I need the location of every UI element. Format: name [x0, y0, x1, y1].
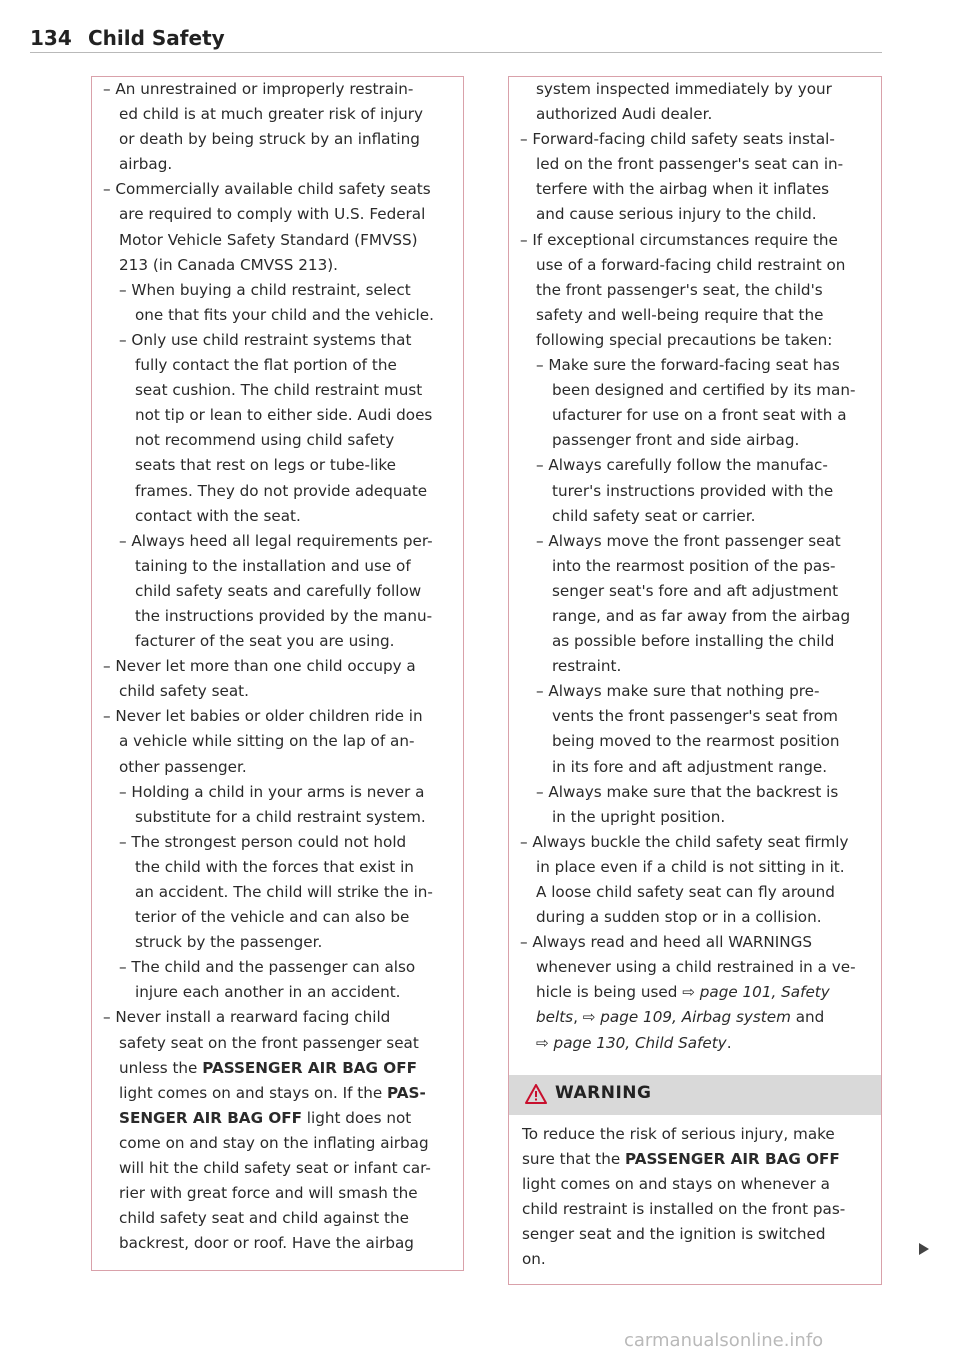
text-line: struck by the passenger. — [135, 933, 323, 952]
text-line: substitute for a child restraint system. — [135, 807, 426, 826]
text-line: a vehicle while sitting on the lap of an- — [119, 732, 415, 751]
text-line: senger seat's fore and aft adjustment — [552, 581, 839, 600]
text-run: hicle is being used — [536, 983, 683, 1002]
text-line: not tip or lean to either side. Audi does — [135, 406, 433, 425]
text-line: – Only use child restraint systems that — [119, 330, 412, 349]
text-run: unless the — [119, 1058, 203, 1077]
text-line — [520, 1005, 872, 1030]
text-line: the instructions provided by the manu- — [135, 606, 433, 625]
text-line: one that fits your child and the vehicle. — [135, 305, 434, 324]
text-line: – When buying a child restraint, select — [119, 280, 411, 299]
text-run: senger seat and the ignition is switched — [522, 1225, 826, 1244]
chapter-title: Child Safety — [88, 26, 225, 50]
text-line: – Holding a child in your arms is never a — [119, 782, 425, 801]
text-line: – If exceptional circumstances require the — [520, 230, 838, 249]
text-line: not recommend using child safety — [135, 431, 395, 450]
text-line: been designed and certified by its man- — [552, 381, 856, 400]
text-line: 213 (in Canada CMVSS 213). — [119, 255, 338, 274]
text-line: terior of the vehicle and can also be — [135, 908, 410, 927]
text-line: into the rearmost position of the pas- — [552, 556, 836, 575]
text-line: the child with the forces that exist in — [135, 857, 414, 876]
page-header — [30, 26, 882, 53]
text-line — [522, 1222, 874, 1247]
text-line: vents the front passenger's seat from — [552, 707, 838, 726]
text-run: SENGER AIR BAG OFF — [119, 1108, 302, 1127]
text-line: an accident. The child will strike the in- — [135, 883, 433, 901]
warning-body — [522, 1122, 874, 1273]
text-line: – Never install a rearward facing child — [103, 1008, 391, 1027]
warning-triangle-icon — [525, 1084, 547, 1104]
text-run: , — [573, 1008, 583, 1027]
text-line: child safety seat. — [119, 682, 249, 701]
watermark: carmanualsonline.info — [624, 1330, 824, 1351]
warning-title: WARNING — [555, 1083, 652, 1103]
text-run: PAS- — [387, 1083, 426, 1102]
text-line: and cause serious injury to the child. — [536, 205, 817, 224]
text-line: turer's instructions provided with the — [552, 481, 834, 500]
text-line — [522, 1147, 874, 1172]
text-line: as possible before installing the child — [552, 632, 835, 651]
text-line — [103, 1081, 455, 1106]
text-line: use of a forward-facing child restraint on — [536, 255, 846, 274]
text-line: in its fore and aft adjustment range. — [552, 757, 828, 776]
text-run: sure that the — [522, 1150, 626, 1169]
text-line: – Always make sure that nothing pre- — [536, 682, 820, 701]
text-line: backrest, door or roof. Have the airbag — [119, 1234, 414, 1253]
text-line: will hit the child safety seat or infant car- — [119, 1159, 431, 1178]
text-line — [520, 980, 872, 1005]
text-line: whenever using a child restrained in a ve- — [536, 958, 856, 977]
text-run: and — [790, 1008, 825, 1027]
text-line — [103, 1106, 455, 1131]
text-line: Motor Vehicle Safety Standard (FMVSS) — [119, 230, 418, 249]
left-column-text — [103, 77, 455, 1256]
text-line: airbag. — [119, 155, 173, 174]
cross-reference-link[interactable]: ⇨ page 101, Safety — [682, 983, 830, 1002]
text-line — [522, 1122, 874, 1147]
text-line: restraint. — [552, 657, 622, 676]
text-line — [520, 1031, 872, 1056]
cross-reference-link[interactable]: belts — [536, 1008, 574, 1027]
text-line: come on and stay on the inflating airbag — [119, 1133, 429, 1152]
warning-header — [509, 1075, 881, 1115]
text-line — [103, 1056, 455, 1081]
text-run: child restraint is installed on the front pas- — [522, 1200, 846, 1219]
text-line: A loose child safety seat can fly around — [536, 883, 835, 901]
text-line: child safety seats and carefully follow — [135, 581, 422, 600]
text-line: – Make sure the forward-facing seat has — [536, 356, 840, 375]
text-line: the front passenger's seat, the child's — [536, 280, 823, 299]
text-run: PASSENGER AIR BAG OFF — [202, 1058, 417, 1077]
text-line: range, and as far away from the airbag — [552, 606, 851, 625]
text-line: authorized Audi dealer. — [536, 105, 713, 124]
text-line: frames. They do not provide adequate — [135, 481, 428, 500]
text-line: passenger front and side airbag. — [552, 431, 800, 450]
text-line: safety seat on the front passenger seat — [119, 1033, 419, 1052]
text-line: – Always move the front passenger seat — [536, 531, 841, 550]
text-run: light comes on and stays on. If the — [119, 1083, 388, 1102]
continue-arrow-icon — [919, 1243, 929, 1255]
text-line: – The child and the passenger can also — [119, 958, 416, 977]
text-line: or death by being struck by an inflating — [119, 130, 420, 149]
text-line: terfere with the airbag when it inflates — [536, 180, 830, 199]
text-line: are required to comply with U.S. Federal — [119, 205, 426, 224]
right-column-text — [520, 77, 872, 1056]
text-line: seats that rest on legs or tube-like — [135, 456, 397, 475]
text-run: . — [726, 1033, 732, 1052]
text-line: safety and well-being require that the — [536, 305, 824, 324]
text-line: taining to the installation and use of — [135, 556, 411, 575]
text-line: contact with the seat. — [135, 506, 301, 525]
text-line — [522, 1197, 874, 1222]
text-line: seat cushion. The child restraint must — [135, 381, 423, 400]
text-run: PASSENGER AIR BAG OFF — [625, 1150, 840, 1169]
text-line: ed child is at much greater risk of injury — [119, 105, 423, 124]
cross-reference-link[interactable]: ⇨ page 109, Airbag system — [582, 1008, 791, 1027]
text-line: – An unrestrained or improperly restrain- — [103, 80, 414, 98]
text-run: To reduce the risk of serious injury, make — [522, 1125, 835, 1143]
text-line: – Never let more than one child occupy a — [103, 657, 416, 676]
text-line: – Always buckle the child safety seat firmly — [520, 832, 849, 851]
text-line — [522, 1172, 874, 1197]
text-run: light comes on and stays on whenever a — [522, 1175, 830, 1194]
text-line — [522, 1247, 874, 1272]
text-line: being moved to the rearmost position — [552, 732, 840, 751]
text-line: following special precautions be taken: — [536, 330, 833, 349]
text-line: ufacturer for use on a front seat with a — [552, 406, 847, 425]
text-line: in place even if a child is not sitting in it. — [536, 857, 845, 876]
text-line: – Always make sure that the backrest is — [536, 782, 839, 801]
text-line: fully contact the flat portion of the — [135, 356, 397, 375]
page-number: 134 — [30, 26, 72, 50]
text-line: facturer of the seat you are using. — [135, 632, 395, 651]
text-run: on. — [522, 1250, 546, 1269]
text-line: injure each another in an accident. — [135, 983, 401, 1002]
text-line: child safety seat or carrier. — [552, 506, 756, 525]
text-line: – The strongest person could not hold — [119, 832, 407, 851]
text-line: child safety seat and child against the — [119, 1209, 409, 1228]
text-line: in the upright position. — [552, 807, 726, 826]
text-line: – Always carefully follow the manufac- — [536, 456, 828, 475]
cross-reference-link[interactable]: ⇨ page 130, Child Safety — [536, 1033, 727, 1052]
text-line: system inspected immediately by your — [536, 80, 832, 98]
text-line: – Never let babies or older children ride in — [103, 707, 423, 726]
text-line: other passenger. — [119, 757, 247, 776]
text-line: rier with great force and will smash the — [119, 1184, 418, 1203]
text-line: led on the front passenger's seat can in- — [536, 155, 844, 174]
text-line: during a sudden stop or in a collision. — [536, 908, 822, 927]
text-run: light does not — [301, 1108, 412, 1127]
text-line: – Commercially available child safety seats — [103, 180, 431, 199]
text-line: – Always heed all legal requirements per- — [119, 531, 433, 550]
text-line: – Forward-facing child safety seats instal- — [520, 130, 835, 149]
text-line: – Always read and heed all WARNINGS — [520, 933, 813, 952]
